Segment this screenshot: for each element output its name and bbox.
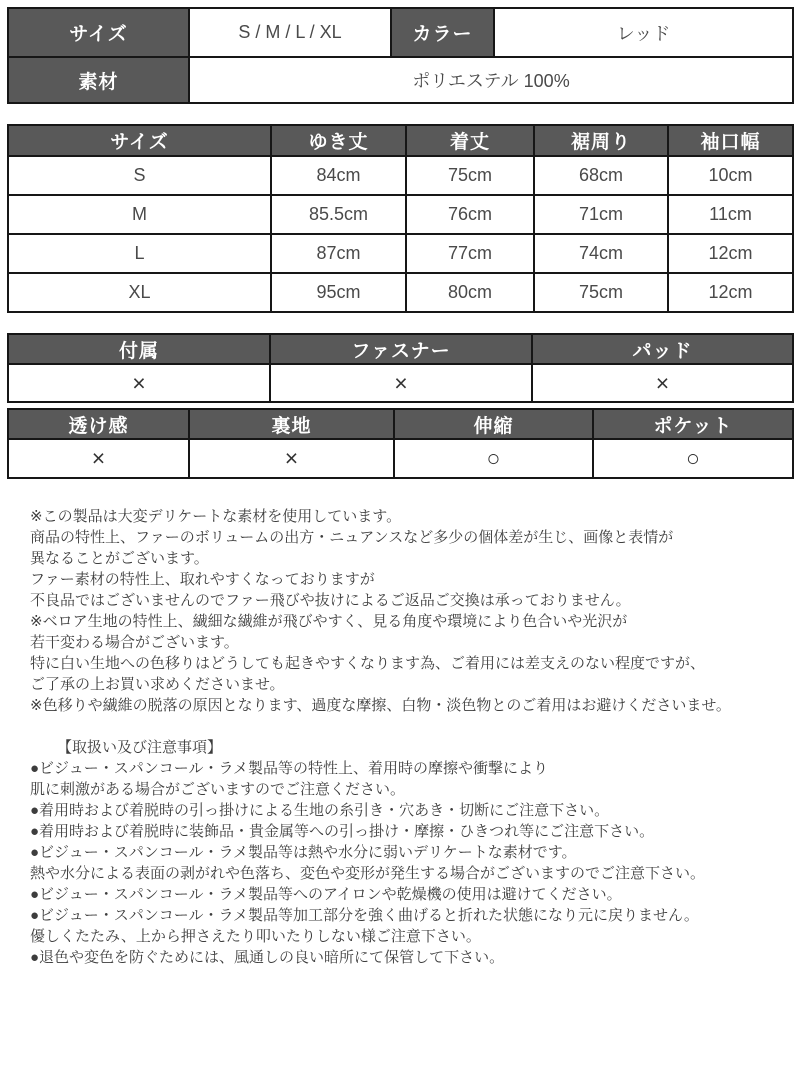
care-line: ●ビジュー・スパンコール・ラメ製品等へのアイロンや乾燥機の使用は避けてください。 — [30, 886, 622, 903]
fuzoku-value-cell: × — [8, 364, 270, 402]
pocket-value-cell: ○ — [593, 439, 793, 478]
col-header-pocket: ポケット — [593, 409, 793, 439]
note-line: ご了承の上お買い求めくださいませ。 — [30, 676, 285, 693]
note-line: ※色移りや繊維の脱落の原因となります、過度な摩擦、白物・淡色物とのご着用はお避けくださいませ。 — [30, 697, 731, 714]
value-cell: 85.5cm — [271, 195, 406, 234]
col-header-size: サイズ — [8, 125, 271, 156]
material-value-cell: ポリエステル 100% — [189, 57, 793, 103]
value-cell: 75cm — [406, 156, 534, 195]
col-header-sukekan: 透け感 — [8, 409, 189, 439]
value-cell: 10cm — [668, 156, 793, 195]
value-cell: 77cm — [406, 234, 534, 273]
care-line: ●ビジュー・スパンコール・ラメ製品等の特性上、着用時の摩擦や衝撃により — [30, 760, 549, 777]
care-line: ●ビジュー・スパンコール・ラメ製品等加工部分を強く曲げると折れた状態になり元に戻りません。 — [30, 907, 699, 924]
col-header-uraji: 裏地 — [189, 409, 394, 439]
care-line: 熱や水分による表面の剥がれや色落ち、変色や変形が発生する場合がございますのでご注意下さい。 — [30, 865, 706, 882]
value-cell: 76cm — [406, 195, 534, 234]
col-header-yukitake: ゆき丈 — [271, 125, 406, 156]
size-cell: M — [8, 195, 271, 234]
table-row-xl — [8, 273, 793, 312]
col-header-susomawari: 裾周り — [534, 125, 668, 156]
features-table-accessories — [7, 333, 794, 403]
value-cell: 12cm — [668, 273, 793, 312]
measurements-header-row — [8, 125, 793, 156]
value-cell: 12cm — [668, 234, 793, 273]
col-header-sodeguchi: 袖口幅 — [668, 125, 793, 156]
note-line: ※ベロア生地の特性上、繊細な繊維が飛びやすく、見る角度や環境により色合いや光沢が — [30, 613, 628, 630]
value-cell: 71cm — [534, 195, 668, 234]
table-row-l — [8, 234, 793, 273]
features1-header-row — [8, 334, 793, 364]
col-header-kitake: 着丈 — [406, 125, 534, 156]
measurements-table — [7, 124, 794, 313]
size-cell: XL — [8, 273, 271, 312]
product-notes — [7, 506, 792, 716]
pad-value-cell: × — [532, 364, 793, 402]
care-line: 優しくたたみ、上から押さえたり叩いたりしない様ご注意下さい。 — [30, 928, 481, 945]
color-label-cell: カラー — [391, 8, 494, 57]
care-line: ●着用時および着脱時に装飾品・貴金属等への引っ掛け・摩擦・ひきつれ等にご注意下さい。 — [30, 823, 655, 840]
material-label-cell: 素材 — [8, 57, 189, 103]
col-header-fastener: ファスナー — [270, 334, 532, 364]
size-cell: S — [8, 156, 271, 195]
fastener-value-cell: × — [270, 364, 532, 402]
size-cell: L — [8, 234, 271, 273]
value-cell: 68cm — [534, 156, 668, 195]
care-line: ●ビジュー・スパンコール・ラメ製品等は熱や水分に弱いデリケートな素材です。 — [30, 844, 577, 861]
product-info-table — [7, 7, 794, 104]
care-heading: 【取扱い及び注意事項】 — [57, 739, 223, 756]
col-header-shinshuku: 伸縮 — [394, 409, 593, 439]
shinshuku-value-cell: ○ — [394, 439, 593, 478]
care-line: ●着用時および着脱時の引っ掛けによる生地の糸引き・穴あき・切断にご注意下さい。 — [30, 802, 610, 819]
info-row-material — [8, 57, 793, 103]
value-cell: 80cm — [406, 273, 534, 312]
value-cell: 75cm — [534, 273, 668, 312]
features2-header-row — [8, 409, 793, 439]
col-header-pad: パッド — [532, 334, 793, 364]
note-line: ※この製品は大変デリケートな素材を使用しています。 — [30, 508, 402, 525]
table-row-m — [8, 195, 793, 234]
color-value-cell: レッド — [494, 8, 793, 57]
care-instructions — [7, 737, 792, 968]
note-line: 不良品ではございませんのでファー飛びや抜けによるご返品ご交換は承っておりません。 — [30, 592, 631, 609]
value-cell: 87cm — [271, 234, 406, 273]
features-table-fabric — [7, 408, 794, 479]
note-line: 特に白い生地への色移りはどうしても起きやすくなります為、ご着用には差支えのない程度ですが、 — [30, 655, 706, 672]
value-cell: 84cm — [271, 156, 406, 195]
uraji-value-cell: × — [189, 439, 394, 478]
info-row-size-color — [8, 8, 793, 57]
care-line: 肌に刺激がある場合がございますのでご注意ください。 — [30, 781, 406, 798]
table-row-s — [8, 156, 793, 195]
note-line: 若干変わる場合がございます。 — [30, 634, 239, 651]
col-header-fuzoku: 付属 — [8, 334, 270, 364]
sukekan-value-cell: × — [8, 439, 189, 478]
size-label-cell: サイズ — [8, 8, 189, 57]
note-line: 商品の特性上、ファーのボリュームの出方・ニュアンスなど多少の個体差が生じ、画像と表情が — [30, 529, 674, 546]
features2-value-row — [8, 439, 793, 478]
value-cell: 74cm — [534, 234, 668, 273]
care-line: ●退色や変色を防ぐためには、風通しの良い暗所にて保管して下さい。 — [30, 949, 505, 966]
size-value-cell: S / M / L / XL — [189, 8, 391, 57]
value-cell: 95cm — [271, 273, 406, 312]
value-cell: 11cm — [668, 195, 793, 234]
note-line: 異なることがございます。 — [30, 550, 209, 567]
note-line: ファー素材の特性上、取れやすくなっておりますが — [30, 571, 375, 588]
features1-value-row — [8, 364, 793, 402]
